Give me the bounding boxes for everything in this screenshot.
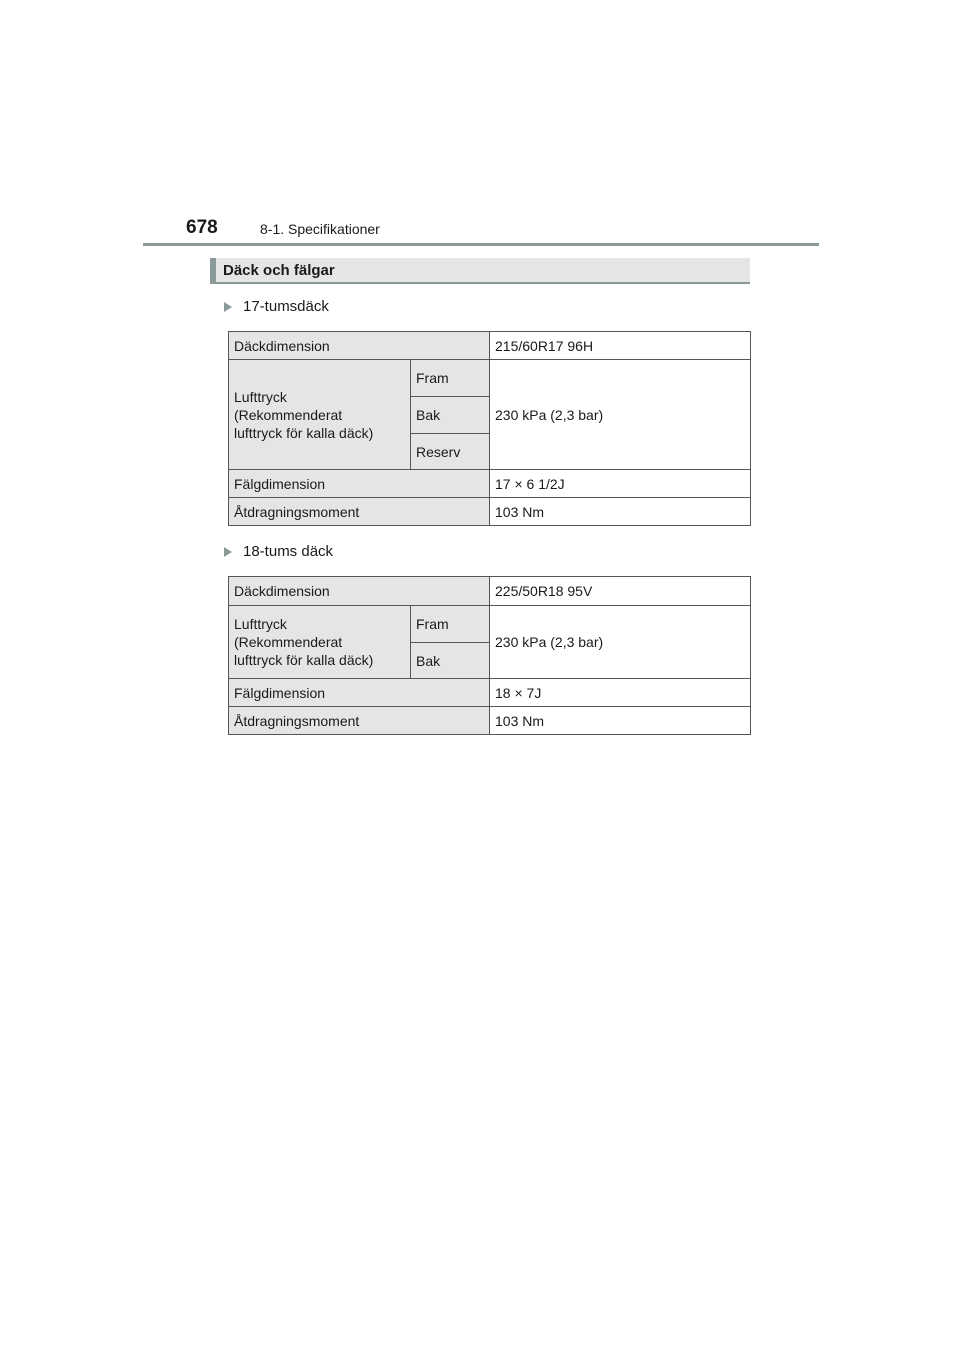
pressure-value: 230 kPa (2,3 bar): [490, 360, 751, 470]
table-row: [229, 606, 751, 643]
front-label: Fram: [411, 606, 490, 643]
pressure-label-line: lufttryck för kalla däck): [234, 652, 374, 668]
section-heading: [210, 258, 750, 284]
pressure-label-line: Lufttryck: [234, 388, 287, 405]
tire-spec-table-17: [228, 331, 751, 526]
subheading-18-inch: [224, 543, 333, 560]
rear-label: Bak: [411, 643, 490, 679]
tire-spec-table-18: [228, 576, 751, 735]
pressure-label-line: lufttryck för kalla däck): [234, 424, 374, 441]
front-label: Fram: [411, 360, 490, 397]
pressure-label: [229, 360, 411, 470]
wheel-size-label: Fälgdimension: [229, 470, 490, 498]
tire-size-value: 225/50R18 95V: [490, 577, 751, 606]
pressure-label-line: Lufttryck: [234, 616, 287, 632]
triangle-bullet-icon: [224, 302, 232, 312]
table-row: [229, 360, 751, 397]
pressure-value: 230 kPa (2,3 bar): [490, 606, 751, 679]
tire-size-label: Däckdimension: [229, 577, 490, 606]
pressure-label-line: (Rekommenderat: [234, 634, 343, 650]
chapter-title: 8-1. Specifikationer: [260, 221, 380, 237]
wheel-size-label: Fälgdimension: [229, 679, 490, 707]
table-row: [229, 707, 751, 735]
pressure-label: [229, 606, 411, 679]
page-number: 678: [186, 217, 218, 238]
subheading-label: 17-tumsdäck: [243, 298, 329, 315]
spare-label: Reserv: [411, 434, 490, 470]
wheel-size-value: 17 × 6 1/2J: [490, 470, 751, 498]
tire-size-label: Däckdimension: [229, 332, 490, 360]
torque-label: Åtdragningsmoment: [229, 498, 490, 526]
subheading-label: 18-tums däck: [243, 543, 334, 560]
triangle-bullet-icon: [224, 547, 232, 557]
table-row: [229, 679, 751, 707]
tire-size-value: 215/60R17 96H: [490, 332, 751, 360]
table-row: [229, 332, 751, 360]
subheading-17-inch: [224, 298, 329, 315]
torque-label: Åtdragningsmoment: [229, 707, 490, 735]
header-rule: [143, 243, 819, 246]
table-row: [229, 470, 751, 498]
table-row: [229, 577, 751, 606]
torque-value: 103 Nm: [490, 707, 751, 735]
section-title: Däck och fälgar: [223, 262, 335, 279]
torque-value: 103 Nm: [490, 498, 751, 526]
table-row: [229, 498, 751, 526]
rear-label: Bak: [411, 397, 490, 434]
pressure-label-line: (Rekommenderat: [234, 406, 343, 423]
wheel-size-value: 18 × 7J: [490, 679, 751, 707]
